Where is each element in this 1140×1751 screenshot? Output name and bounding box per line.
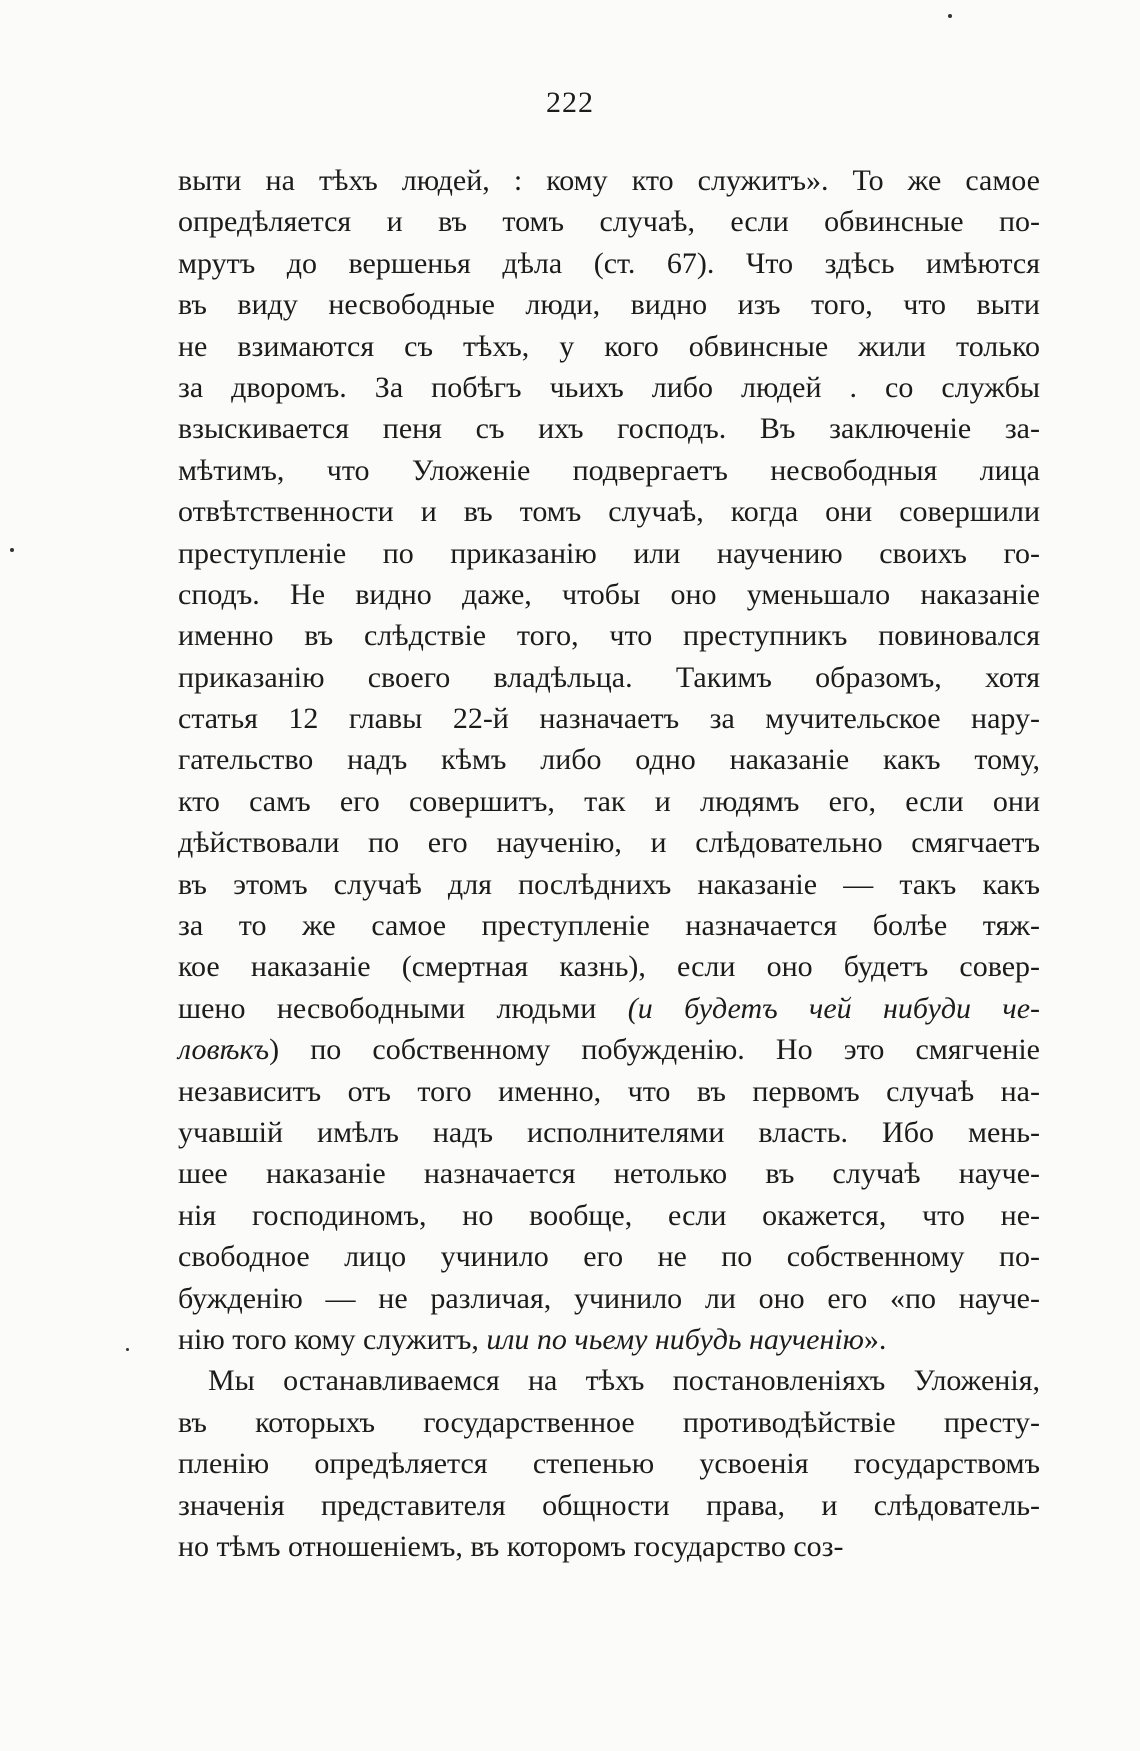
paragraph [178,160,1040,1360]
print-speck [948,14,952,18]
text-line [178,1029,1040,1070]
text-line [178,491,1040,532]
text-segment: за дворомъ. За побѣгъ чьихъ либо людей . со службы [178,370,1040,404]
text-segment: за то же самое преступленіе назначается болѣе тяж- [178,909,1040,943]
text-line [178,1443,1040,1484]
text-segment: мрутъ до вершенья дѣла (ст. 67). Что здѣсь имѣются [178,246,1040,280]
text-line [178,1485,1040,1526]
text-line [178,905,1040,946]
italic-text: ловѣкъ [178,1033,270,1067]
text-segment: въ виду несвободные люди, видно изъ того, что выти [178,288,1040,322]
text-line [178,1071,1040,1112]
text-segment: гательство надъ кѣмъ либо одно наказаніе какъ тому, [178,743,1040,777]
text-segment: ) по собственному побужденію. Но это смягченіе [269,1033,1040,1067]
text-segment: независитъ отъ того именно, что въ первомъ случаѣ на- [178,1074,1040,1108]
text-segment: но тѣмъ отношеніемъ, въ которомъ государство соз- [178,1529,844,1563]
text-segment: сподъ. Не видно даже, чтобы оно уменьшало наказаніе [178,577,1040,611]
italic-text: или по чьему нибудь наученію [486,1322,864,1356]
text-segment: учавшій имѣлъ надъ исполнителями власть. Ибо мень- [178,1115,1040,1149]
text-segment: пленію опредѣляется степенью усвоенія государствомъ [178,1447,1040,1481]
text-line [178,243,1040,284]
text-segment: шее наказаніе назначается нетолько въ случаѣ науче- [178,1157,1040,1191]
text-line [178,822,1040,863]
text-line [178,201,1040,242]
text-line [178,408,1040,449]
text-line [178,326,1040,367]
text-line [178,1402,1040,1443]
text-segment: нію того кому служитъ, [178,1322,487,1356]
text-segment: кто самъ его совершитъ, так и людямъ его, если они [178,784,1040,818]
italic-text: (и будетъ чей нибуди че- [627,991,1040,1025]
text-line [178,1236,1040,1277]
text-segment: нія господиномъ, но вообще, если окажется, что не- [178,1198,1040,1232]
text-segment: Мы останавливаемся на тѣхъ постановленіяхъ Уложенія, [208,1364,1040,1398]
text-line [178,739,1040,780]
paragraph [178,1360,1040,1567]
text-line [178,864,1040,905]
text-segment: дѣйствовали по его наученію, и слѣдовательно смягчаетъ [178,826,1040,860]
text-line [178,367,1040,408]
text-segment: кое наказаніе (смертная казнь), если оно будетъ совер- [178,950,1040,984]
text-segment: значенія представителя общности права, и слѣдователь- [178,1488,1040,1522]
text-line [178,781,1040,822]
text-segment: не взимаются съ тѣхъ, у кого обвинсные жили только [178,329,1040,363]
print-speck [10,548,14,552]
text-line [178,1195,1040,1236]
text-segment: статья 12 главы 22-й назначаетъ за мучительское нару- [178,702,1040,736]
text-line [178,988,1040,1029]
text-segment: свободное лицо учинило его не по собственному по- [178,1240,1040,1274]
text-segment: приказанію своего владѣльца. Такимъ образомъ, хотя [178,660,1040,694]
text-line [178,657,1040,698]
text-line [178,574,1040,615]
text-segment: ». [863,1322,887,1356]
text-line [178,1360,1040,1401]
body-text [178,160,1040,1567]
text-segment: преступленіе по приказанію или научению своихъ го- [178,536,1040,570]
text-line [178,284,1040,325]
text-line [178,1153,1040,1194]
text-line [178,698,1040,739]
text-line [178,160,1040,201]
text-segment: въ которыхъ государственное противодѣйствіе престу- [178,1405,1040,1439]
text-segment: отвѣтственности и въ томъ случаѣ, когда они совершили [178,495,1040,529]
text-line [178,1319,1040,1360]
text-line [178,1526,1040,1567]
text-line [178,450,1040,491]
text-segment: опредѣляется и въ томъ случаѣ, если обвинсные по- [178,205,1040,239]
text-segment: взыскивается пеня съ ихъ господъ. Въ заключеніе за- [178,412,1040,446]
text-segment: бужденію — не различая, учинило ли оно его «по науче- [178,1281,1040,1315]
text-segment: мѣтимъ, что Уложеніе подвергаетъ несвободныя лица [178,453,1040,487]
text-line [178,615,1040,656]
text-line [178,946,1040,987]
text-segment: въ этомъ случаѣ для послѣднихъ наказаніе — такъ какъ [178,867,1040,901]
text-segment: шено несвободными людьми [178,991,628,1025]
text-segment: выти на тѣхъ людей, : кому кто служитъ». То же самое [178,164,1040,197]
text-line [178,1278,1040,1319]
page-number: 222 [546,86,594,119]
text-line [178,1112,1040,1153]
text-line [178,533,1040,574]
print-speck [126,1348,129,1351]
text-segment: именно въ слѣдствіе того, что преступникъ повиновался [178,619,1040,653]
